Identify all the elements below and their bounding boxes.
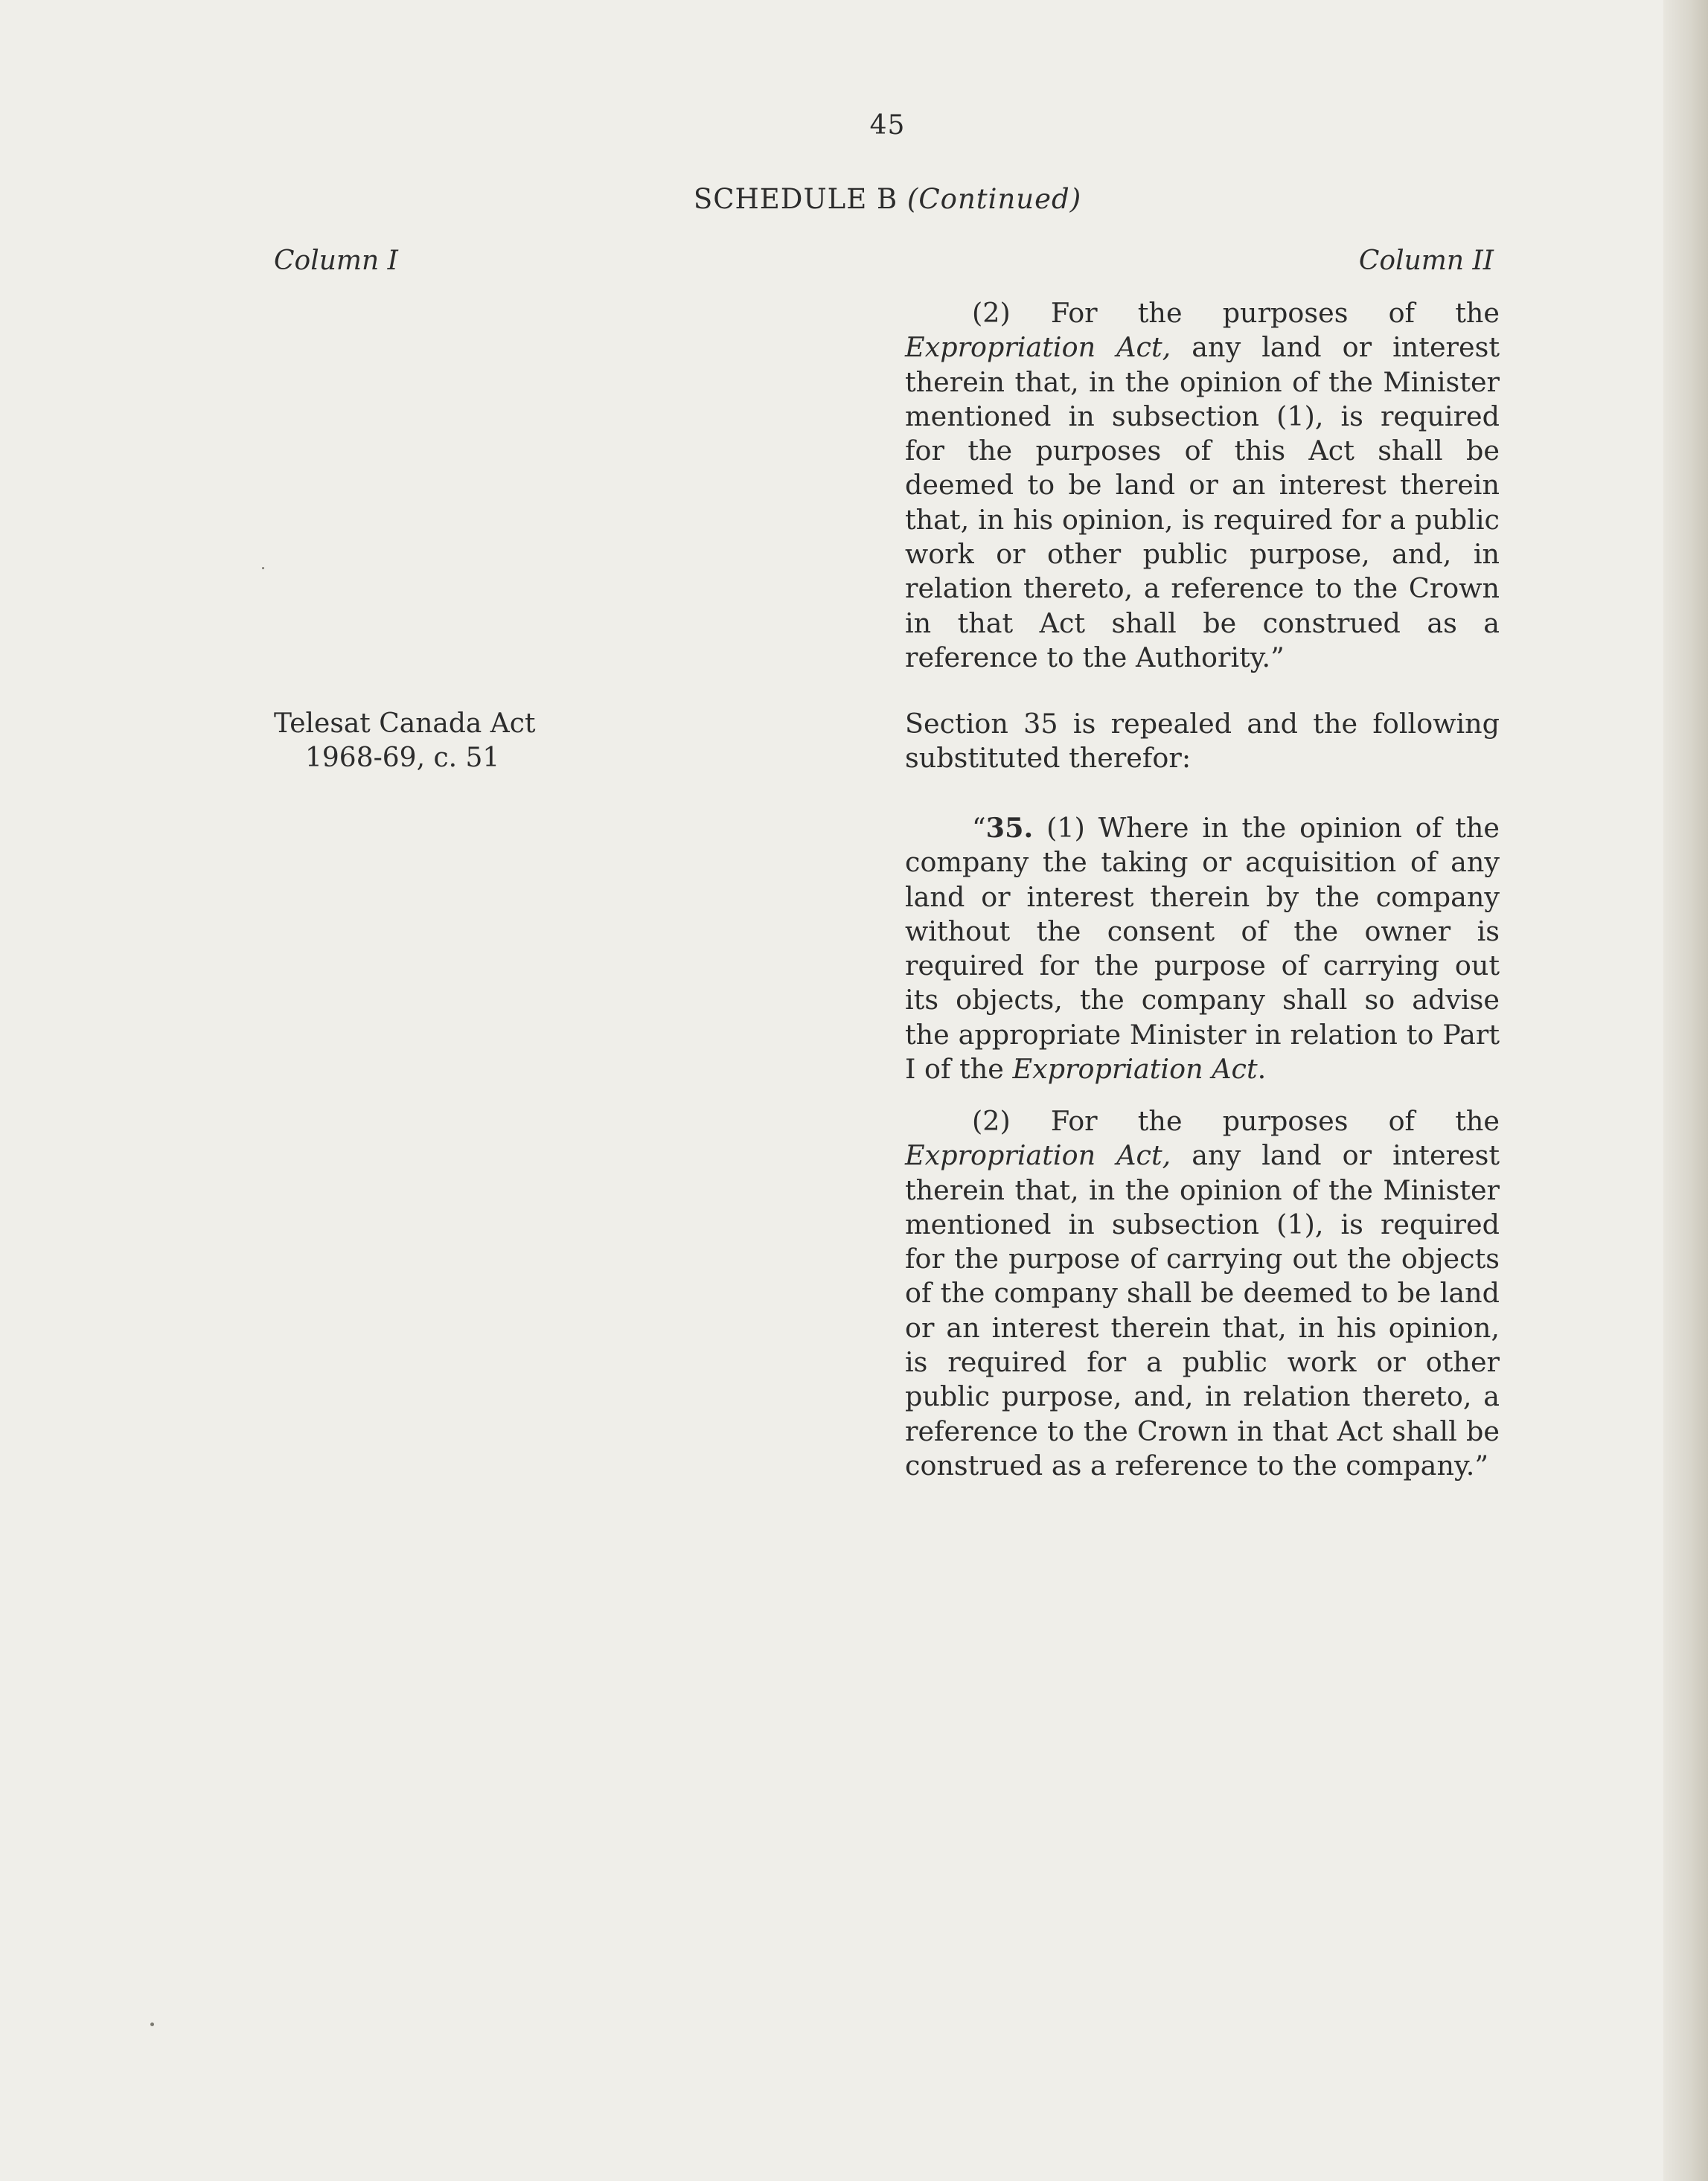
act-reference — [274, 707, 535, 775]
column-heading-left: Column I — [274, 246, 398, 276]
column-two-paragraph-2 — [905, 707, 1500, 776]
column-two-paragraph-1 — [905, 296, 1500, 675]
act-citation: 1968-69, c. 51 — [305, 743, 500, 773]
bleed-through-right — [878, 1600, 1459, 1897]
section-35-subsection-1: “35. (1) Where in the opinion of the company the taking or acquisition of any land or interest therein by the company without the consent of the owner is required for the purpose of carrying out its objects, the company shall so advise the appropriate Minister in relation to Part I of the Expropriation Act. — [905, 812, 1500, 1086]
page-edge — [1663, 0, 1708, 2181]
paper-speck — [150, 2023, 154, 2026]
schedule-title-suffix: (Continued) — [906, 183, 1082, 215]
schedule-title — [0, 183, 1708, 215]
column-two-paragraph-3 — [905, 811, 1500, 1086]
schedule-title-main: SCHEDULE B — [693, 183, 898, 215]
column-heading-right: Column II — [1358, 246, 1494, 276]
act-name: Telesat Canada Act — [274, 708, 536, 739]
repeal-statement: Section 35 is repealed and the following substituted therefor: — [905, 708, 1500, 775]
paper-speck — [262, 567, 264, 569]
bleed-through-left — [274, 298, 839, 670]
page-number: 45 — [869, 110, 906, 141]
section-35-subsection-2: (2) For the purposes of the Expropriation Act, any land or interest therein that, in the opinion of the Minister mentioned in subsection (1), is required for the purpose of carrying out the objects of the company shall be deemed to be land or an interest therein that, in his opinion, is required for a public work or other public purpose, and, in relation thereto, a reference to the Crown in that Act shall be construed as a reference to the company.” — [905, 1105, 1500, 1482]
column-two-paragraph-4 — [905, 1104, 1500, 1483]
subsection-2-authority: (2) For the purposes of the Expropriation Act, any land or interest therein that, in the opinion of the Minister mentioned in subsection (1), is required for the purposes of this Act shall be deemed to be land or an interest therein that, in his opinion, is required for a public work or other public purpose, and, in relation thereto, a reference to the Crown in that Act shall be construed as a reference to the Authority.” — [905, 297, 1500, 673]
